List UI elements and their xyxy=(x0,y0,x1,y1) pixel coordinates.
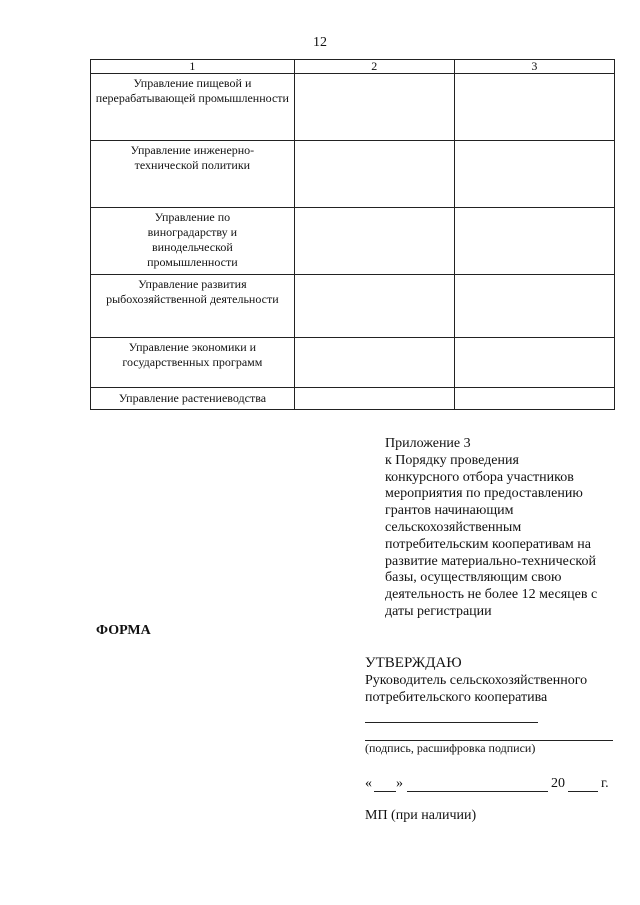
table-row xyxy=(91,141,615,208)
approval-position xyxy=(365,672,625,706)
table-cell xyxy=(454,74,614,141)
signature-caption: (подпись, расшифровка подписи) xyxy=(365,741,536,755)
table-cell xyxy=(294,208,454,275)
appendix-line: даты регистрации xyxy=(385,603,492,619)
table-row xyxy=(91,275,615,338)
approval-line-1: Руководитель сельскохозяйственного xyxy=(365,673,588,688)
appendix-line: к Порядку проведения xyxy=(385,452,519,468)
stamp-label: МП (при наличии) xyxy=(365,808,477,823)
appendix-line: грантов начинающим xyxy=(385,503,514,519)
row-label-text: Управление растениеводства xyxy=(118,391,267,405)
table-cell xyxy=(454,338,614,388)
table-cell xyxy=(294,275,454,338)
row-label-text: Управление развития рыбохозяйственной деятельности xyxy=(106,277,279,306)
page-number: 12 xyxy=(313,35,327,50)
table-row xyxy=(91,388,615,410)
signature-line-short xyxy=(365,722,538,723)
appendix-line: конкурсного отбора участников xyxy=(385,469,574,485)
row-label-text: Управление по виноградарству и винодельческой промышленности xyxy=(147,210,238,269)
departments-table xyxy=(90,59,615,410)
appendix-line: сельскохозяйственным xyxy=(385,519,522,535)
appendix-line: потребительским кооперативам на xyxy=(385,536,591,552)
column-header-2: 2 xyxy=(294,60,454,74)
table-cell xyxy=(454,208,614,275)
row-label xyxy=(91,74,295,141)
appendix-line: Приложение 3 xyxy=(385,436,471,451)
row-label xyxy=(91,338,295,388)
appendix-line: деятельность не более 12 месяцев с xyxy=(385,587,598,603)
table-row xyxy=(91,208,615,275)
year-blank xyxy=(568,791,598,792)
row-label-text: Управление экономики и государственных программ xyxy=(122,340,263,369)
table-cell xyxy=(454,275,614,338)
date-close-quote: » xyxy=(396,776,403,791)
table-cell xyxy=(294,338,454,388)
approval-line-2: потребительского кооператива xyxy=(365,690,548,705)
appendix-line: мероприятия по предоставлению xyxy=(385,486,583,502)
approval-title: УТВЕРЖДАЮ xyxy=(365,655,462,671)
table-header-row xyxy=(91,60,615,74)
table-cell xyxy=(294,388,454,410)
table-row xyxy=(91,338,615,388)
row-label xyxy=(91,208,295,275)
row-label xyxy=(91,141,295,208)
row-label-text: Управление инженерно-технической политики xyxy=(130,143,255,172)
form-label: ФОРМА xyxy=(96,623,151,638)
row-label xyxy=(91,388,295,410)
year-prefix: 20 xyxy=(551,776,565,791)
appendix-line: развитие материально-технической xyxy=(385,553,597,569)
appendix-block xyxy=(385,436,625,621)
month-blank xyxy=(407,791,548,792)
column-header-3: 3 xyxy=(454,60,614,74)
year-suffix: г. xyxy=(601,776,609,791)
table-cell xyxy=(294,141,454,208)
row-label xyxy=(91,275,295,338)
column-header-1: 1 xyxy=(91,60,295,74)
table-cell xyxy=(294,74,454,141)
table-row xyxy=(91,74,615,141)
table-cell xyxy=(454,141,614,208)
row-label-text: Управление пищевой и перерабатывающей промышленности xyxy=(95,76,289,105)
day-blank xyxy=(374,791,396,792)
date-row xyxy=(365,776,615,794)
date-open-quote: « xyxy=(365,776,372,791)
table-cell xyxy=(454,388,614,410)
appendix-line: базы, осуществляющим свою xyxy=(385,570,562,586)
